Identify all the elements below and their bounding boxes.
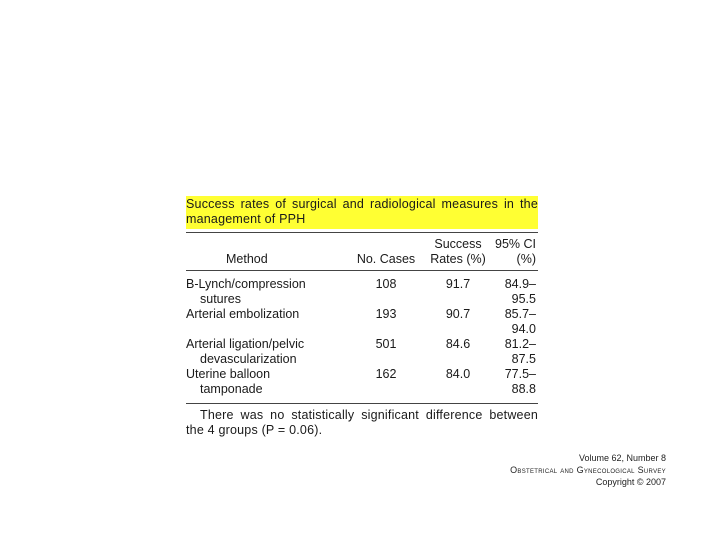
citation-volume: Volume 62, Number 8: [578, 453, 666, 463]
cell-rate: 91.7: [445, 277, 471, 291]
cell-method: [186, 307, 350, 337]
cell-rate: 84.6: [445, 337, 471, 351]
table-row: [186, 367, 538, 397]
results-table: [186, 233, 538, 397]
citation-journal: Obstetrical and Gynecological Survey: [510, 465, 666, 475]
header-rates-line2: Rates (%): [430, 252, 486, 266]
table-caption: Success rates of surgical and radiological measures in the management of PPH: [186, 196, 538, 229]
journal-citation: [510, 452, 666, 488]
table-footnote: There was no statistically significant difference between the 4 groups (P = 0.06).: [186, 408, 538, 437]
cell-ci: 84.9–95.5: [504, 277, 536, 306]
cell-method: [186, 367, 350, 397]
method-label: Uterine balloon: [186, 367, 271, 381]
header-rates: [422, 233, 494, 267]
method-label: Arterial ligation/pelvic: [186, 337, 305, 351]
header-ci: 95% CI (%): [495, 237, 536, 266]
citation-copyright: Copyright © 2007: [595, 477, 666, 487]
cell-method: [186, 271, 350, 307]
table-header-row: [186, 233, 538, 267]
cell-cases: 162: [375, 367, 397, 381]
table-row: [186, 307, 538, 337]
header-method: Method: [226, 252, 268, 266]
method-label-cont: devascularization: [200, 352, 297, 366]
method-label-cont: sutures: [200, 292, 241, 306]
cell-cases: 501: [375, 337, 397, 351]
header-rates-line1: Success: [434, 237, 482, 251]
bottom-rule: [186, 403, 538, 404]
cell-method: [186, 337, 350, 367]
table-row: [186, 271, 538, 307]
cell-ci: 81.2–87.5: [504, 337, 536, 366]
table-row: [186, 337, 538, 367]
cell-ci: 85.7–94.0: [504, 307, 536, 336]
header-cases: No. Cases: [356, 252, 416, 266]
method-label: Arterial embolization: [186, 307, 300, 321]
cell-ci: 77.5–88.8: [504, 367, 536, 396]
table-figure: [186, 196, 538, 438]
cell-rate: 90.7: [445, 307, 471, 321]
cell-rate: 84.0: [445, 367, 471, 381]
cell-cases: 193: [375, 307, 397, 321]
cell-cases: 108: [375, 277, 397, 291]
method-label-cont: tamponade: [200, 382, 263, 396]
method-label: B-Lynch/compression: [186, 277, 306, 291]
